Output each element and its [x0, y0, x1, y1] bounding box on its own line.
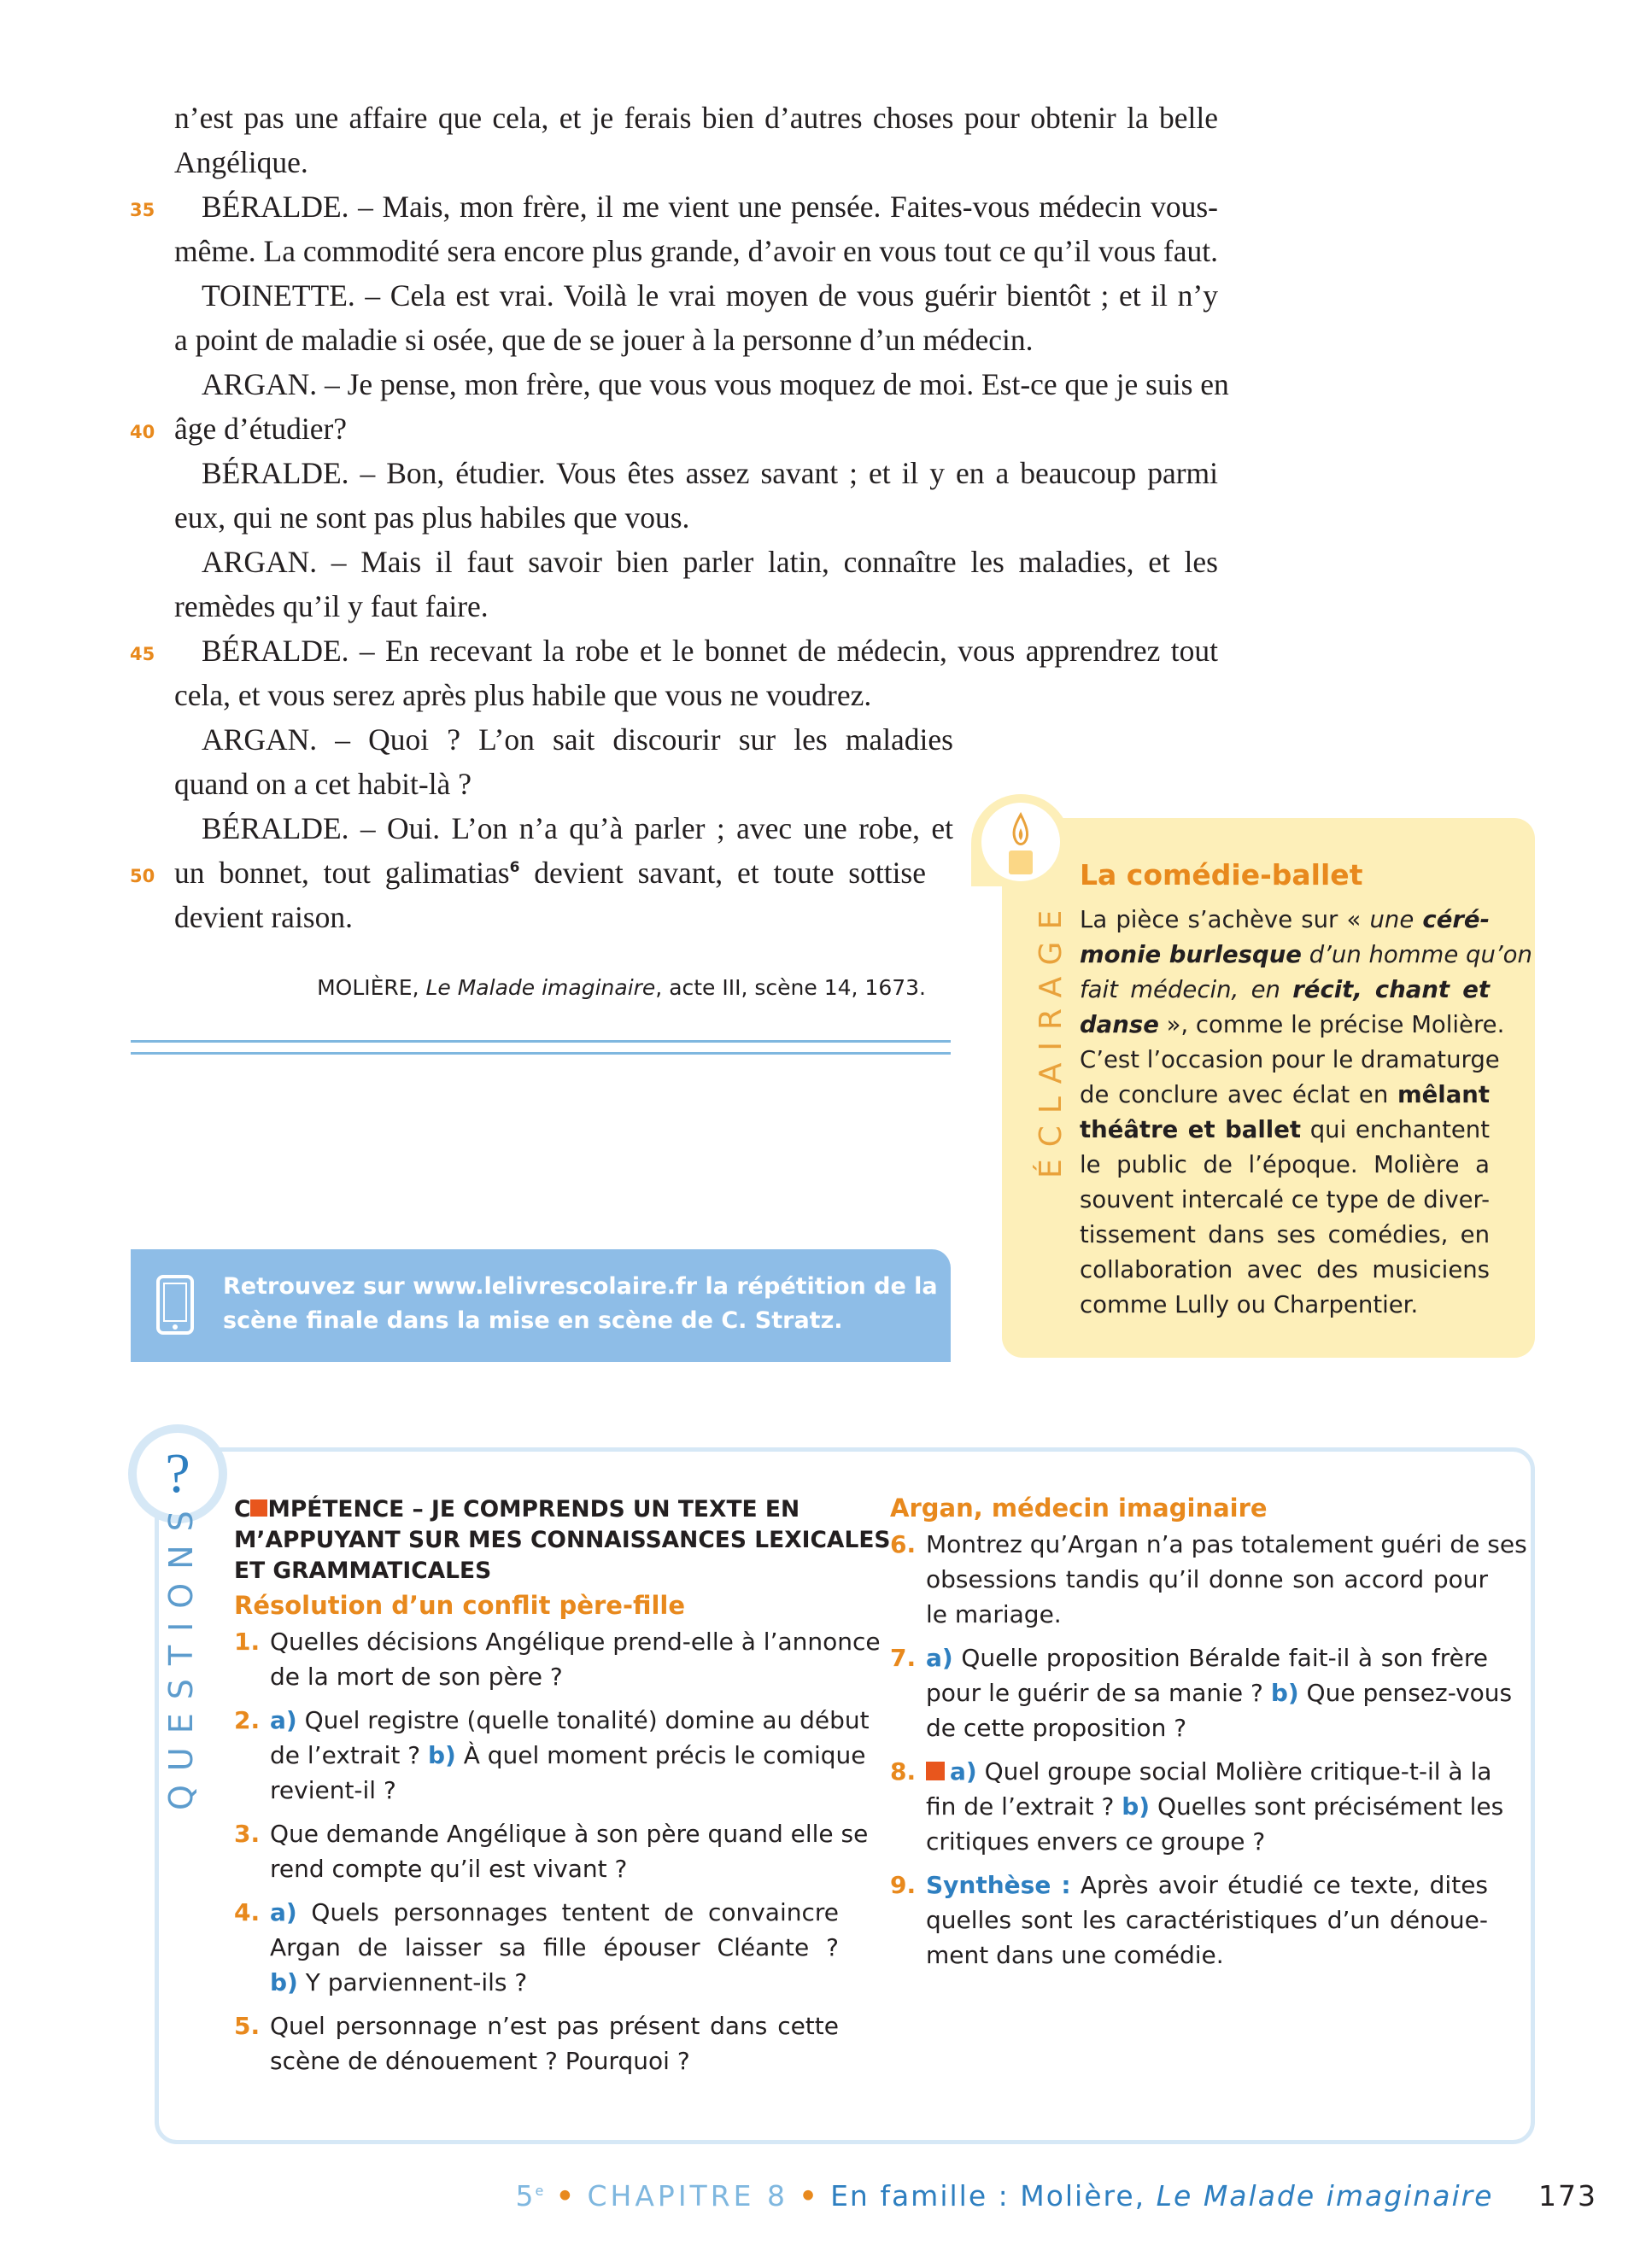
text-line: ARGAN. – Je pense, mon frère, que vous vous moquez de moi. Est-ce que je suis en: [202, 367, 1229, 401]
question-4: 4. a) Quels personnages tentent de convaincre Argan de laisser sa fille épouser Cléante ? b) Y parviennent-ils ?: [234, 1898, 839, 1996]
divider: [131, 1052, 951, 1055]
text-line: BÉRALDE. – Bon, étudier. Vous êtes assez savant ; et il y en a beaucoup parmi: [202, 456, 1218, 490]
text-line: devient raison.: [174, 900, 353, 934]
line-number: 50: [130, 866, 155, 886]
text-line: cela, et vous serez après plus habile que vous ne voudrez.: [174, 678, 872, 712]
text-line: remèdes qu’il y faut faire.: [174, 589, 489, 623]
eclairage-body: La pièce s’achève sur « une céré- monie burlesque d’un homme qu’on fait médecin, en récit, chant et danse », comme le précise Molière. C’est l’occasion pour le dramaturge de conclure avec éclat en mêlant théâtre et ballet qui enchantent le public de l’époque. Molière a souvent intercalé ce type de diver- tissement dans ses comédies, en collaboration avec des musiciens comme Lully ou Charpentier.: [1080, 906, 1532, 1318]
text-line: même. La commodité sera encore plus grande, d’avoir en vous tout ce qu’il vous faut.: [174, 234, 1218, 268]
text-line: ARGAN. – Mais il faut savoir bien parler latin, connaître les maladies, et les: [202, 545, 1218, 579]
source-citation: MOLIÈRE, Le Malade imaginaire, acte III, scène 14, 1673.: [317, 975, 926, 1000]
question-3: 3. Que demande Angélique à son père quand elle se rend compte qu’il est vivant ?: [234, 1820, 869, 1883]
question-7: 7. a) Quelle proposition Béralde fait-il à son frère pour le guérir de sa manie ? b) Que pensez-vous de cette proposition ?: [890, 1644, 1513, 1742]
text-line: 35 BÉRALDE. – Mais, mon frère, il me vient une pensée. Faites-vous médecin vous-: [174, 184, 1218, 229]
eclairage-title: La comédie-ballet: [1080, 858, 1363, 891]
question-6: 6. Montrez qu’Argan n’a pas totalement guéri de ses obsessions tandis qu’il donne son accord pour le mariage.: [890, 1530, 1527, 1628]
question-mark-icon: ?: [137, 1433, 219, 1515]
section-title: Argan, médecin imaginaire: [890, 1493, 1268, 1523]
question-2: 2. a) Quel registre (quelle tonalité) domine au début de l’extrait ? b) À quel moment précis le comique revient-il ?: [234, 1706, 870, 1804]
tablet-icon: [156, 1275, 194, 1335]
eclairage-label: ÉCLAIRAGE: [1034, 897, 1069, 1178]
chapter-title: En famille : Molière, Le Malade imaginaire: [830, 2179, 1494, 2212]
line-number: 35: [130, 200, 155, 220]
question-8: 8. a) Quel groupe social Molière critique-t-il à la fin de l’extrait ? b) Quelles sont précisément les critiques envers ce groupe ?: [890, 1757, 1504, 1856]
question-9: 9. Synthèse : Après avoir étudié ce texte, dites quelles sont les caractéristiques d’un dénoue- ment dans une comédie.: [890, 1871, 1489, 1969]
question-5: 5. Quel personnage n’est pas présent dans cette scène de dénouement ? Pourquoi ?: [234, 2012, 839, 2075]
eclairage-tab: [971, 794, 1070, 886]
divider: [131, 1040, 951, 1043]
text-line: BÉRALDE. – Oui. L’on n’a qu’à parler ; avec une robe, et: [202, 811, 953, 845]
text-line: quand on a cet habit-là ?: [174, 767, 472, 801]
page-number: 173: [1538, 2179, 1597, 2212]
questions-label: QUESTIONS: [162, 1497, 200, 1810]
orange-square-icon: [926, 1762, 945, 1780]
footnote-ref[interactable]: 6: [509, 859, 520, 877]
web-resource-banner[interactable]: [131, 1249, 951, 1362]
text-line: 50 un bonnet, tout galimatias$^6$ devient savant, et toute sottise: [174, 850, 926, 895]
question-1: 1. Quelles décisions Angélique prend-elle à l’annonce de la mort de son père ?: [234, 1628, 881, 1691]
text-line: eux, qui ne sont pas plus habiles que vous.: [174, 500, 690, 535]
text-line: a point de maladie si osée, que de se jouer à la personne d’un médecin.: [174, 323, 1034, 357]
questions-column-left: [234, 1494, 891, 2087]
text-line: n’est pas une affaire que cela, et je ferais bien d’autres choses pour obtenir la belle: [174, 101, 1218, 135]
text-line: 40 âge d’étudier?: [174, 406, 1218, 451]
line-number: 45: [130, 644, 155, 664]
orange-square-icon: [250, 1499, 267, 1517]
text-line: 45 BÉRALDE. – En recevant la robe et le bonnet de médecin, vous apprendrez tout: [174, 628, 1218, 673]
page-footer: 5e • CHAPITRE 8 • En famille : Molière, Le Malade imaginaire 173: [515, 2179, 1597, 2212]
text-line: ARGAN. – Quoi ? L’on sait discourir sur les maladies: [202, 722, 953, 757]
school-level: 5e: [515, 2179, 546, 2212]
competence-heading: C MPÉTENCE – JE COMPRENDS UN TEXTE EN M’APPUYANT SUR MES CONNAISSANCES LEXICALES ET GRAMMATICALES: [234, 1496, 891, 1584]
text-line: Angélique.: [174, 145, 308, 179]
section-title: Résolution d’un conflit père-fille: [234, 1591, 686, 1620]
line-number: 40: [130, 422, 155, 442]
text-line: TOINETTE. – Cela est vrai. Voilà le vrai moyen de vous guérir bientôt ; et il n’y: [202, 278, 1218, 313]
questions-column-right: [890, 1493, 1527, 1981]
web-banner-text: Retrouvez sur www.lelivrescolaire.fr la répétition de la scène finale dans la mise en scène de C. Stratz.: [223, 1273, 938, 1334]
chapter-label: CHAPITRE 8: [587, 2179, 788, 2212]
candle-icon: [999, 810, 1043, 878]
